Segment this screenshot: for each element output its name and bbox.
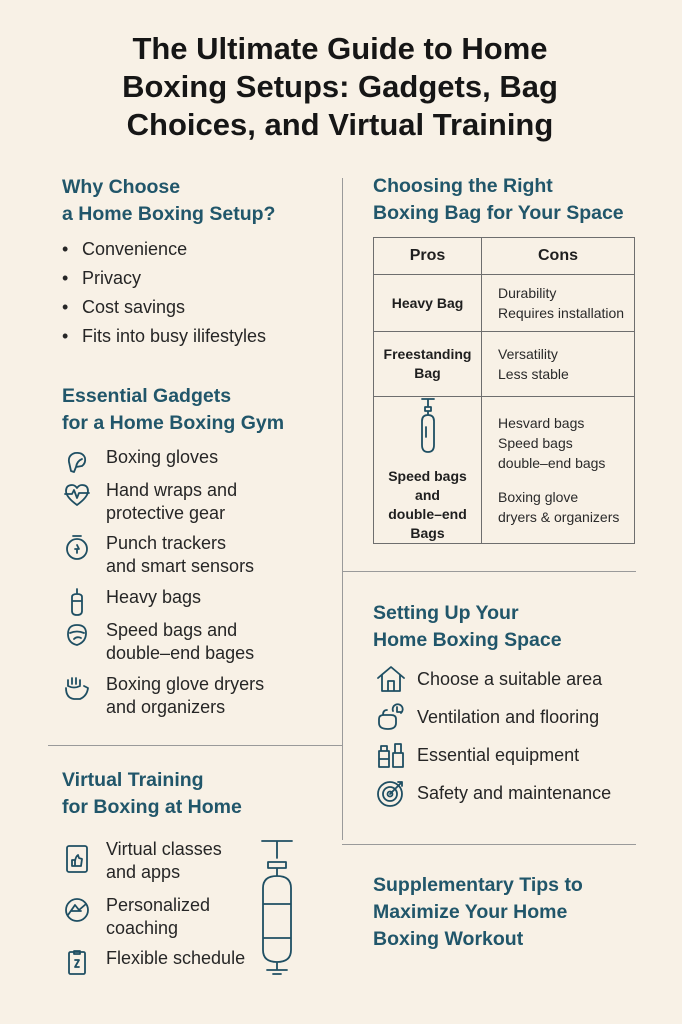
- heavy-bag-icon: [62, 587, 92, 617]
- setup-item-safety: [375, 777, 611, 809]
- list-item: • Convenience: [62, 235, 266, 264]
- setup-item-ventilation: [375, 701, 599, 733]
- setup-heading: [373, 600, 562, 654]
- table-row: [374, 275, 635, 332]
- house-icon: [375, 663, 407, 695]
- gadget-item-label: Heavy bags: [106, 587, 202, 607]
- gadget-item-trackers: [62, 532, 254, 578]
- row-label-line: Bag: [414, 365, 441, 381]
- hanging-heavy-bag-icon: [252, 838, 302, 980]
- gadget-item-label: Boxing gloves: [106, 447, 219, 467]
- gadget-item-label: protective gear: [106, 503, 226, 523]
- gadget-item-speed-bags: [62, 619, 254, 665]
- speed-bag-icon: [418, 397, 438, 455]
- clipboard-icon: [62, 948, 92, 978]
- table-row-cons: [482, 275, 635, 332]
- gadget-item-label: Boxing glove dryers: [106, 674, 265, 694]
- page-title: [60, 30, 620, 144]
- virtual-item-schedule: [62, 947, 245, 978]
- gadget-item-label: and smart sensors: [106, 556, 255, 576]
- cons-line: Boxing glove: [498, 489, 579, 505]
- table-row-cons: [482, 397, 635, 544]
- gadgets-heading: [62, 383, 284, 437]
- table-row: [374, 332, 635, 397]
- bags-heading: [373, 173, 624, 227]
- virtual-item-label: and apps: [106, 862, 181, 882]
- glove-dryer-icon: [62, 674, 92, 704]
- section-divider-left: [48, 745, 342, 746]
- gadget-item-label: and organizers: [106, 697, 226, 717]
- target-icon: [375, 777, 407, 809]
- virtual-item-label: Personalized: [106, 895, 211, 915]
- cons-line: Requires installation: [498, 305, 625, 321]
- tips-heading-line: Boxing Workout: [373, 928, 524, 950]
- row-label-line: Speed bags: [388, 468, 467, 484]
- gadgets-heading-line: Essential Gadgets: [62, 385, 232, 407]
- why-heading-line: Why Choose: [62, 176, 181, 198]
- table-row-label: [374, 332, 482, 397]
- tips-heading: [373, 872, 583, 953]
- bags-heading-line: Boxing Bag for Your Space: [373, 202, 624, 224]
- gadget-item-wraps: [62, 479, 237, 525]
- heart-pulse-icon: [62, 480, 92, 510]
- table-row-label: [374, 275, 482, 332]
- setup-item-area: [375, 663, 602, 695]
- gadget-item-label: Punch trackers: [106, 533, 227, 553]
- gadget-item-dryers: [62, 673, 264, 719]
- title-line: Choices, and Virtual Training: [126, 107, 554, 142]
- table-row-cons: [482, 332, 635, 397]
- coaching-icon: [62, 895, 92, 925]
- cons-line: double–end bags: [498, 455, 606, 471]
- speed-bag-icon: [62, 620, 92, 650]
- bags-heading-line: Choosing the Right: [373, 175, 553, 197]
- setup-item-label: Ventilation and flooring: [417, 706, 600, 727]
- cons-line: dryers & organizers: [498, 509, 620, 525]
- row-label-line: Bags: [410, 525, 445, 541]
- gadgets-heading-line: for a Home Boxing Gym: [62, 412, 285, 434]
- virtual-heading-line: Virtual Training: [62, 769, 204, 791]
- virtual-item-coaching: [62, 894, 210, 940]
- cons-line: Durability: [498, 285, 557, 301]
- cons-line: Less stable: [498, 366, 569, 382]
- cons-line: Speed bags: [498, 435, 573, 451]
- equipment-icon: [375, 739, 407, 771]
- virtual-item-label: Flexible schedule: [106, 948, 246, 968]
- section-divider-right-2: [342, 844, 636, 845]
- setup-heading-line: Setting Up Your: [373, 602, 519, 624]
- row-label-line: double–end: [388, 506, 467, 522]
- gadget-item-heavy-bags: [62, 586, 201, 617]
- row-label-line: Freestanding: [383, 346, 472, 362]
- list-item: • Privacy: [62, 264, 266, 293]
- section-divider-right-1: [342, 571, 636, 572]
- list-item: • Fits into busy ilifestyles: [62, 322, 266, 351]
- gadget-item-gloves: [62, 446, 218, 477]
- why-heading: [62, 174, 275, 228]
- row-label-line: and: [415, 487, 440, 503]
- setup-item-label: Essential equipment: [417, 744, 580, 765]
- virtual-heading-line: for Boxing at Home: [62, 796, 242, 818]
- tablet-app-icon: [62, 839, 92, 879]
- why-bullet-list: [62, 235, 266, 351]
- tips-heading-line: Supplementary Tips to: [373, 874, 583, 896]
- setup-item-equipment: [375, 739, 579, 771]
- setup-item-label: Choose a suitable area: [417, 668, 603, 689]
- virtual-item-classes: [62, 838, 222, 884]
- ventilation-icon: [375, 701, 407, 733]
- gadget-item-label: Speed bags and: [106, 620, 238, 640]
- punch-tracker-icon: [62, 533, 92, 563]
- gadget-item-label: Hand wraps and: [106, 480, 238, 500]
- table-header-cons: Cons: [482, 238, 635, 275]
- cons-line: Versatility: [498, 346, 558, 362]
- virtual-item-label: Virtual classes: [106, 839, 222, 859]
- title-line: The Ultimate Guide to Home: [132, 31, 548, 66]
- table-row: [374, 397, 635, 544]
- gadget-item-label: double–end bages: [106, 643, 255, 663]
- why-heading-line: a Home Boxing Setup?: [62, 203, 276, 225]
- column-divider: [342, 178, 343, 840]
- table-header-row: [374, 238, 635, 275]
- list-item: • Cost savings: [62, 293, 266, 322]
- virtual-item-label: coaching: [106, 918, 179, 938]
- virtual-heading: [62, 767, 242, 821]
- setup-heading-line: Home Boxing Space: [373, 629, 562, 651]
- cons-line: Hesvard bags: [498, 415, 585, 431]
- title-line: Boxing Setups: Gadgets, Bag: [122, 69, 558, 104]
- table-row-label: [374, 397, 482, 544]
- bag-comparison-table: [373, 237, 635, 544]
- table-header-pros: Pros: [374, 238, 482, 275]
- cons-spacer: [498, 473, 634, 487]
- tips-heading-line: Maximize Your Home: [373, 901, 568, 923]
- row-label-line: Heavy Bag: [391, 294, 464, 311]
- setup-item-label: Safety and maintenance: [417, 782, 612, 803]
- boxing-glove-icon: [62, 447, 92, 477]
